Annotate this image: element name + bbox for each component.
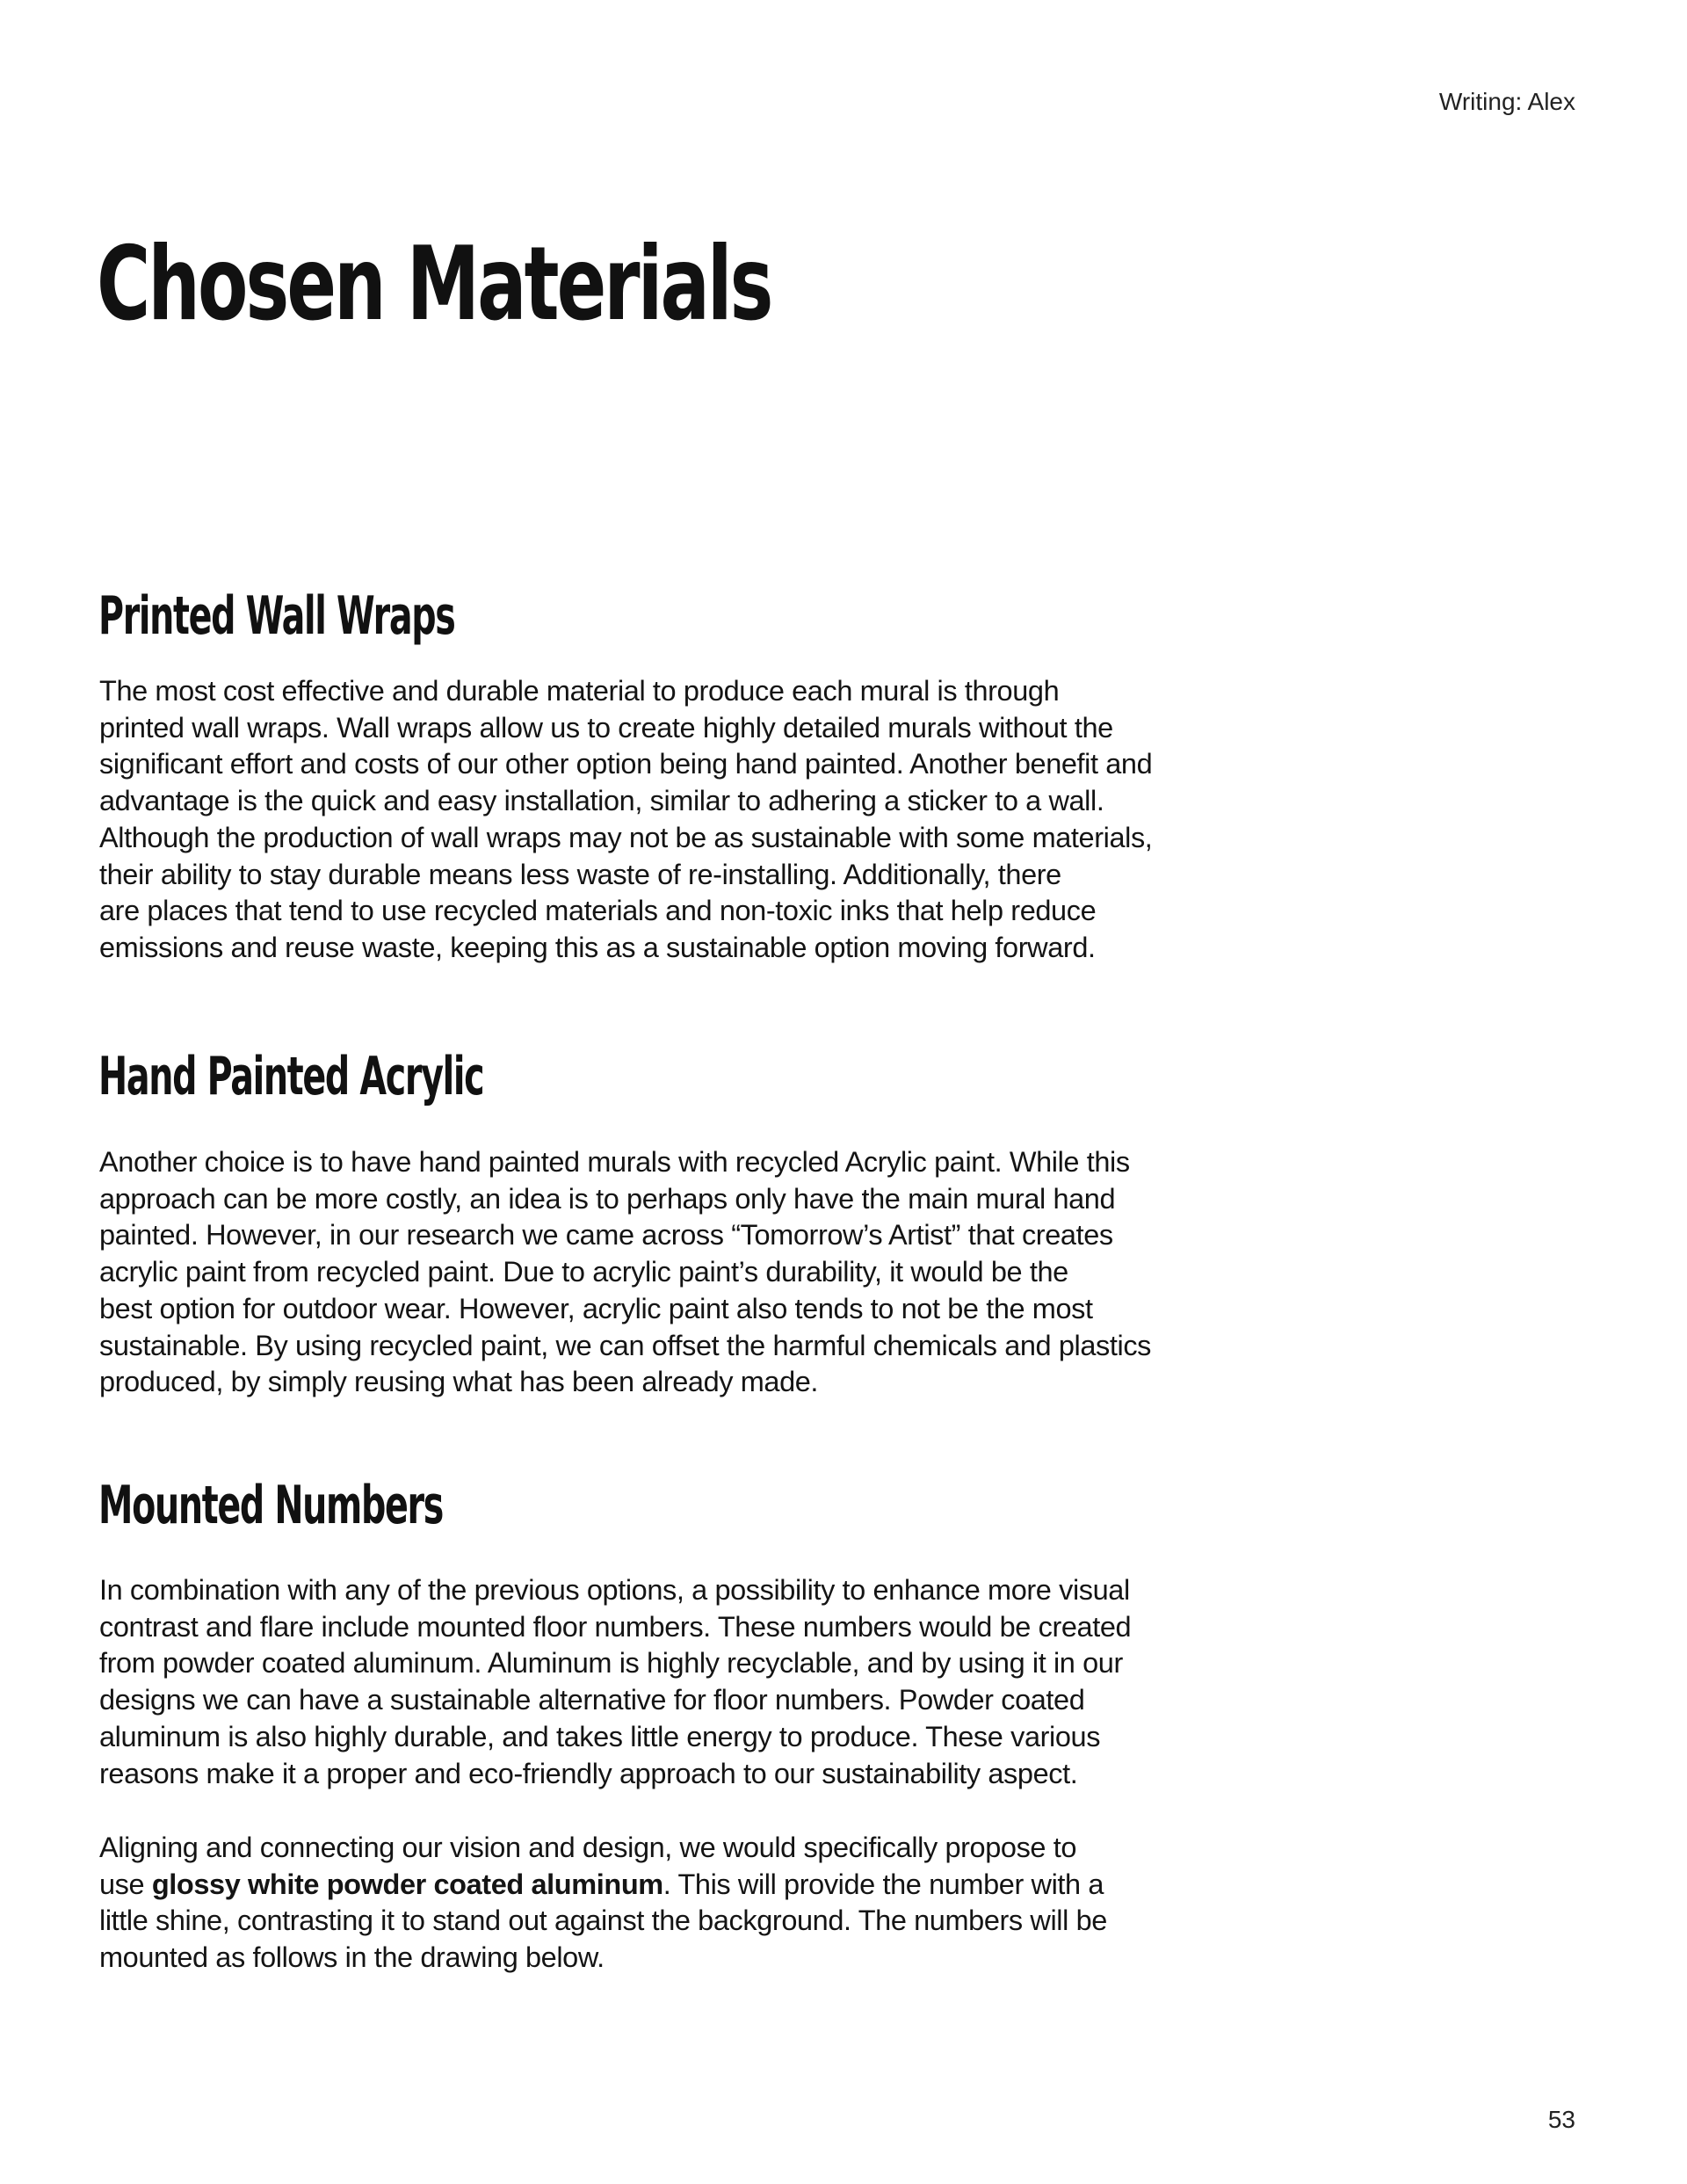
text-line: their ability to stay durable means less waste of re-installing. Additionally, there bbox=[99, 858, 1061, 890]
text-line: emissions and reuse waste, keeping this as a sustainable option moving forward. bbox=[99, 931, 1096, 963]
text-line: produced, by simply reusing what has been already made. bbox=[99, 1366, 819, 1398]
text-line bbox=[99, 1867, 1233, 1904]
text-line: best option for outdoor wear. However, acrylic paint also tends to not be the most bbox=[99, 1292, 1093, 1324]
text-line: The most cost effective and durable material to produce each mural is through bbox=[99, 675, 1060, 707]
text-line: Another choice is to have hand painted murals with recycled Acrylic paint. While this bbox=[99, 1146, 1130, 1178]
text-line: designs we can have a sustainable alternative for floor numbers. Powder coated bbox=[99, 1684, 1085, 1716]
text-line: sustainable. By using recycled paint, we can offset the harmful chemicals and plastics bbox=[99, 1329, 1152, 1361]
text-line: advantage is the quick and easy installation, similar to adhering a sticker to a wall. bbox=[99, 785, 1104, 817]
section-heading-mounted-numbers: Mounted Numbers bbox=[98, 1475, 444, 1536]
bold-material-phrase: glossy white powder coated aluminum bbox=[151, 1868, 663, 1900]
text-segment: . This will provide the number with a bbox=[662, 1868, 1104, 1900]
paragraph-hand-painted-acrylic bbox=[99, 1144, 1233, 1401]
text-line: printed wall wraps. Wall wraps allow us to create highly detailed murals without the bbox=[99, 711, 1113, 744]
section-heading-hand-painted-acrylic: Hand Painted Acrylic bbox=[98, 1046, 484, 1107]
author-credit: Writing: Alex bbox=[1438, 88, 1575, 115]
text-line: mounted as follows in the drawing below. bbox=[99, 1941, 605, 1974]
text-line: In combination with any of the previous options, a possibility to enhance more visual bbox=[99, 1574, 1130, 1606]
text-line: significant effort and costs of our other option being hand painted. Another benefit and bbox=[99, 748, 1153, 780]
text-line: Although the production of wall wraps may not be as sustainable with some materials, bbox=[99, 821, 1153, 853]
text-line: Aligning and connecting our vision and design, we would specifically propose to bbox=[99, 1832, 1077, 1863]
text-line: contrast and flare include mounted floor numbers. These numbers would be created bbox=[99, 1610, 1132, 1643]
section-heading-printed-wall-wraps: Printed Wall Wraps bbox=[98, 585, 455, 647]
paragraph-printed-wall-wraps bbox=[99, 673, 1233, 967]
text-line: approach can be more costly, an idea is to perhaps only have the main mural hand bbox=[99, 1182, 1116, 1215]
text-segment: use bbox=[99, 1868, 152, 1900]
text-line: reasons make it a proper and eco-friendly approach to our sustainability aspect. bbox=[99, 1757, 1078, 1789]
text-line: painted. However, in our research we came across “Tomorrow’s Artist” that creates bbox=[99, 1219, 1113, 1252]
text-line: acrylic paint from recycled paint. Due to acrylic paint’s durability, it would be the bbox=[99, 1256, 1068, 1288]
paragraph-proposal bbox=[99, 1830, 1233, 1977]
page-title: Chosen Materials bbox=[97, 225, 771, 344]
paragraph-mounted-numbers bbox=[99, 1572, 1233, 1792]
page-number: 53 bbox=[1547, 2106, 1575, 2133]
text-line: are places that tend to use recycled materials and non-toxic inks that help reduce bbox=[99, 895, 1097, 927]
text-line: little shine, contrasting it to stand out against the background. The numbers will be bbox=[99, 1905, 1107, 1937]
text-line: from powder coated aluminum. Aluminum is highly recyclable, and by using it in our bbox=[99, 1647, 1123, 1680]
text-line: aluminum is also highly durable, and takes little energy to produce. These various bbox=[99, 1720, 1101, 1752]
